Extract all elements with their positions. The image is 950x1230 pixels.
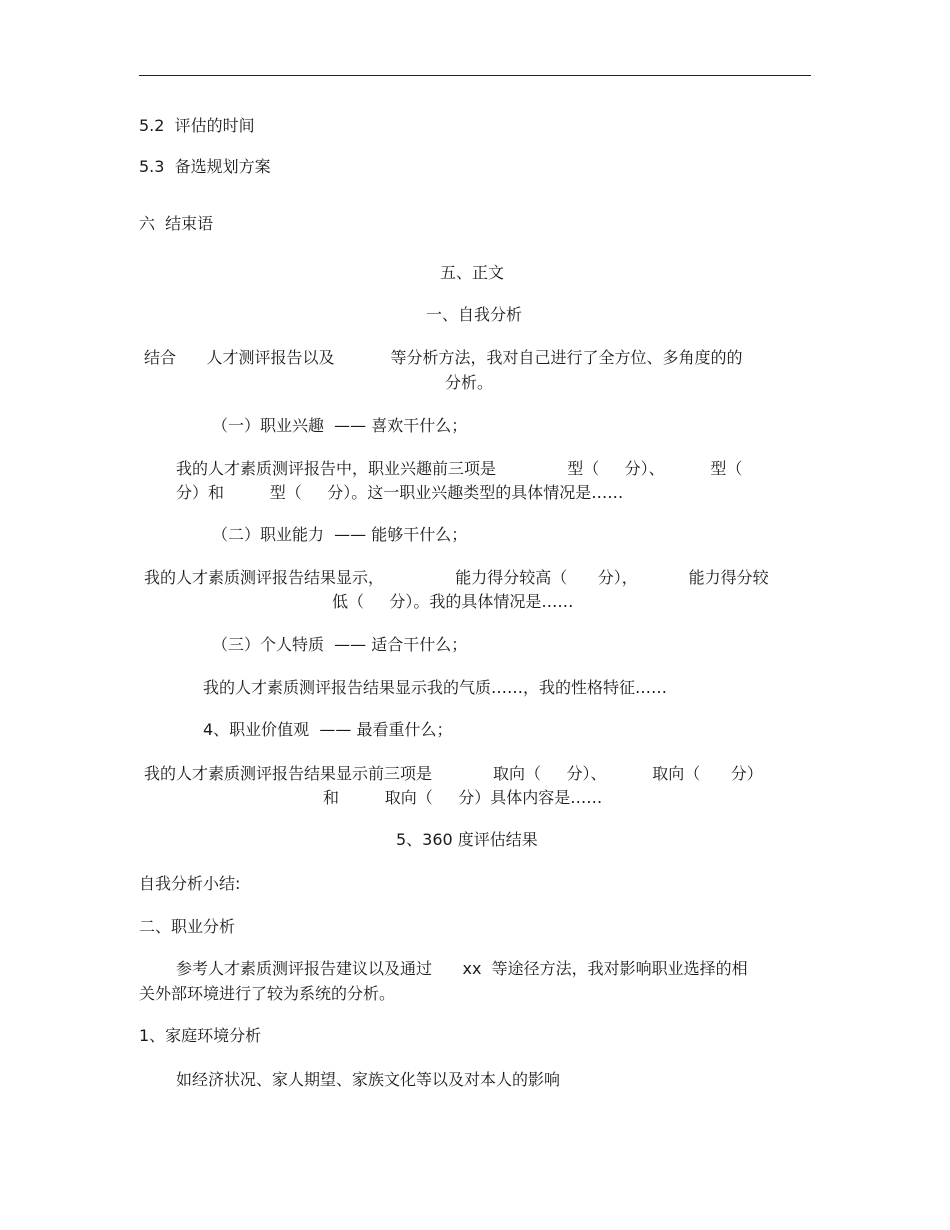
section-1-line-1: 我的人才素质测评报告中，职业兴趣前三项是 型（ 分）、 型（: [176, 459, 743, 478]
section-4-line-2: 和 取向（ 分）具体内容是……: [323, 788, 603, 807]
toc-item-6: 六 结束语: [139, 214, 214, 233]
section-4-line-1: 我的人才素质测评报告结果显示前三项是 取向（ 分）、 取向（ 分）: [144, 764, 763, 783]
intro-line-2: 分析。: [445, 373, 494, 392]
section-2-title: （二）职业能力 —— 能够干什么；: [212, 525, 468, 544]
intro-line-1: 结合 人才测评报告以及 等分析方法，我对自己进行了全方位、多角度的的: [144, 348, 743, 367]
section-2-line-2: 低（ 分）。我的具体情况是……: [332, 592, 574, 611]
section-3-line-1: 我的人才素质测评报告结果显示我的气质……，我的性格特征……: [203, 678, 668, 697]
family-environment-line-1: 如经济状况、家人期望、家族文化等以及对本人的影响: [176, 1070, 561, 1089]
section-1-line-2: 分）和 型（ 分）。这一职业兴趣类型的具体情况是……: [176, 483, 624, 502]
section-3-title: （三）个人特质 —— 适合干什么；: [212, 635, 468, 654]
section-1-title: （一）职业兴趣 —— 喜欢干什么；: [212, 416, 468, 435]
heading-self-analysis: 一、自我分析: [426, 305, 523, 324]
toc-item-5-3: 5.3 备选规划方案: [139, 157, 271, 176]
section-4-title: 4、职业价值观 —— 最看重什么；: [203, 720, 453, 739]
career-analysis-heading: 二、职业分析: [139, 917, 236, 936]
heading-main: 五、正文: [440, 263, 505, 282]
career-analysis-line-1: 参考人才素质测评报告建议以及通过 xx 等途径方法，我对影响职业选择的相: [176, 959, 748, 978]
section-2-line-1: 我的人才素质测评报告结果显示， 能力得分较高（ 分）， 能力得分较: [144, 568, 769, 587]
career-analysis-line-2: 关外部环境进行了较为系统的分析。: [139, 984, 396, 1003]
section-5-title: 5、360 度评估结果: [396, 830, 538, 849]
family-environment-title: 1、家庭环境分析: [139, 1026, 262, 1045]
header-rule: [139, 75, 811, 76]
self-analysis-summary: 自我分析小结:: [139, 874, 241, 893]
toc-item-5-2: 5.2 评估的时间: [139, 116, 255, 135]
